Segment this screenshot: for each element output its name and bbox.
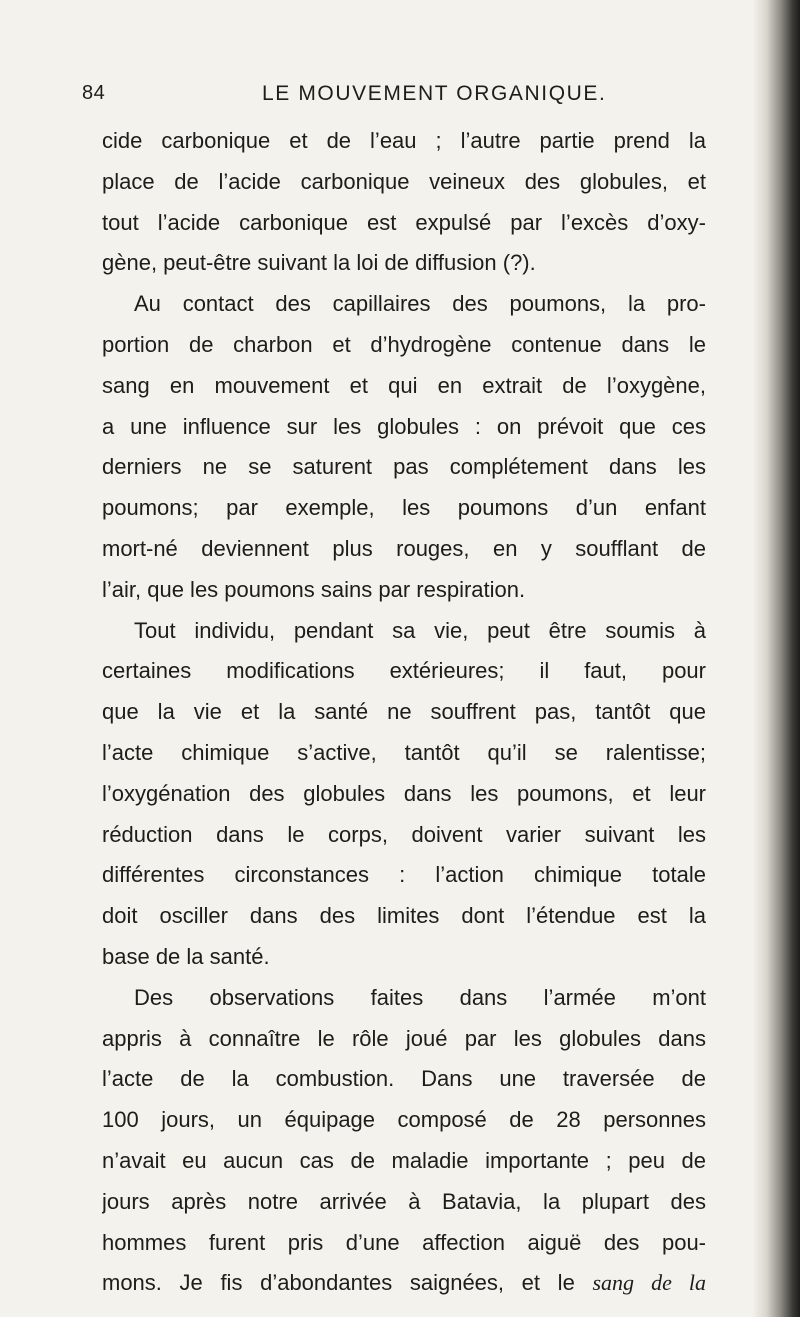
text-line: Au contact des capillaires des poumons, la pro-	[134, 291, 706, 317]
text-line: hommes furent pris d’une affection aiguë des pou-	[102, 1229, 706, 1255]
text-line: poumons; par exemple, les poumons d’un enfant	[102, 495, 706, 521]
text-line: 100 jours, un équipage composé de 28 personnes	[102, 1107, 706, 1133]
text-line: sang en mouvement et qui en extrait de l’oxygène,	[102, 372, 706, 398]
page-header	[82, 82, 702, 116]
page-binding-shadow	[752, 0, 800, 1317]
text-line: gène, peut-être suivant la loi de diffusion (?).	[102, 250, 536, 276]
running-head: LE MOUVEMENT ORGANIQUE.	[262, 82, 607, 105]
text-line: a une influence sur les globules : on prévoit que ces	[102, 413, 706, 439]
page-number: 84	[82, 82, 106, 104]
text-line: Des observations faites dans l’armée m’ont	[134, 984, 706, 1010]
text-line: l’acte de la combustion. Dans une traversée de	[102, 1066, 706, 1092]
text-line: portion de charbon et d’hydrogène contenue dans le	[102, 331, 706, 357]
text-line: doit osciller dans des limites dont l’étendue est la	[102, 903, 706, 929]
text-line: certaines modifications extérieures; il faut, pour	[102, 658, 706, 684]
text-line: réduction dans le corps, doivent varier suivant les	[102, 821, 706, 847]
text-line: l’air, que les poumons sains par respiration.	[102, 576, 526, 602]
text-line: que la vie et la santé ne souffrent pas, tantôt que	[102, 699, 706, 725]
text-line: Tout individu, pendant sa vie, peut être soumis à	[134, 617, 706, 643]
text-line: mort-né deviennent plus rouges, en y soufflant de	[102, 535, 706, 561]
text-line: l’oxygénation des globules dans les poumons, et leur	[102, 780, 706, 806]
text-line: appris à connaître le rôle joué par les globules dans	[102, 1025, 706, 1051]
text-line: base de la santé.	[102, 943, 270, 969]
text-line: tout l’acide carbonique est expulsé par l’excès d’oxy-	[102, 209, 706, 235]
text-line: place de l’acide carbonique veineux des globules, et	[102, 168, 706, 194]
text-line: l’acte chimique s’active, tantôt qu’il se ralentisse;	[102, 739, 706, 765]
text-line: derniers ne se saturent pas complétement dans les	[102, 454, 706, 480]
text-line-final	[102, 1263, 706, 1304]
italic-phrase: sang de la	[592, 1270, 706, 1296]
text-line: jours après notre arrivée à Batavia, la plupart des	[102, 1188, 706, 1214]
text-line-final-roman: mons. Je fis d’abondantes saignées, et le	[102, 1270, 575, 1296]
text-line: cide carbonique et de l’eau ; l’autre partie prend la	[102, 128, 706, 153]
text-line: différentes circonstances : l’action chimique totale	[102, 862, 706, 888]
body-text	[102, 121, 706, 1304]
text-line: n’avait eu aucun cas de maladie importante ; peu de	[102, 1147, 706, 1173]
